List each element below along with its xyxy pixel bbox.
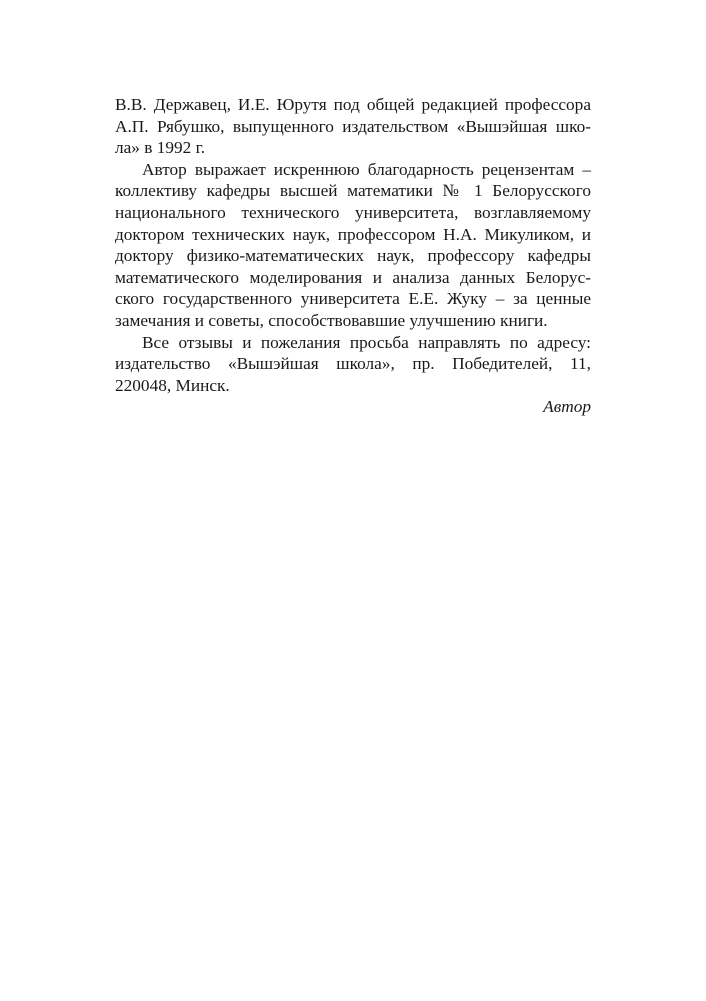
text-line: математического моделирования и анализа данных Белорус-	[115, 267, 591, 287]
text-line: издательство «Вышэйшая школа», пр. Победителей, 11,	[115, 354, 591, 374]
paragraph-continuation	[115, 94, 591, 159]
text-line: доктору физико-математических наук, профессору кафедры	[115, 246, 591, 266]
text-line: 220048, Минск.	[115, 375, 230, 395]
paragraph-contact	[115, 332, 591, 397]
text-line: А.П. Рябушко, выпущенного издательством «Вышэйшая шко-	[115, 116, 591, 136]
text-line: доктором технических наук, профессором Н.А. Микуликом, и	[115, 224, 591, 244]
text-line: Все отзывы и пожелания просьба направлять по адресу:	[142, 332, 591, 352]
text-line: ла» в 1992 г.	[115, 138, 206, 158]
paragraph-acknowledgements	[115, 159, 591, 332]
document-page	[115, 94, 591, 418]
text-line: В.В. Державец, И.Е. Юрутя под общей редакцией профессора	[115, 95, 591, 114]
text-line: замечания и советы, способствовавшие улучшению книги.	[115, 310, 548, 330]
author-signature: Автор	[543, 397, 591, 417]
text-line: коллективу кафедры высшей математики № 1 Белорусского	[115, 181, 591, 201]
text-line: национального технического университета, возглавляемому	[115, 202, 591, 222]
text-line: ского государственного университета Е.Е. Жуку – за ценные	[115, 289, 591, 309]
text-line: Автор выражает искреннюю благодарность рецензентам –	[142, 159, 591, 179]
